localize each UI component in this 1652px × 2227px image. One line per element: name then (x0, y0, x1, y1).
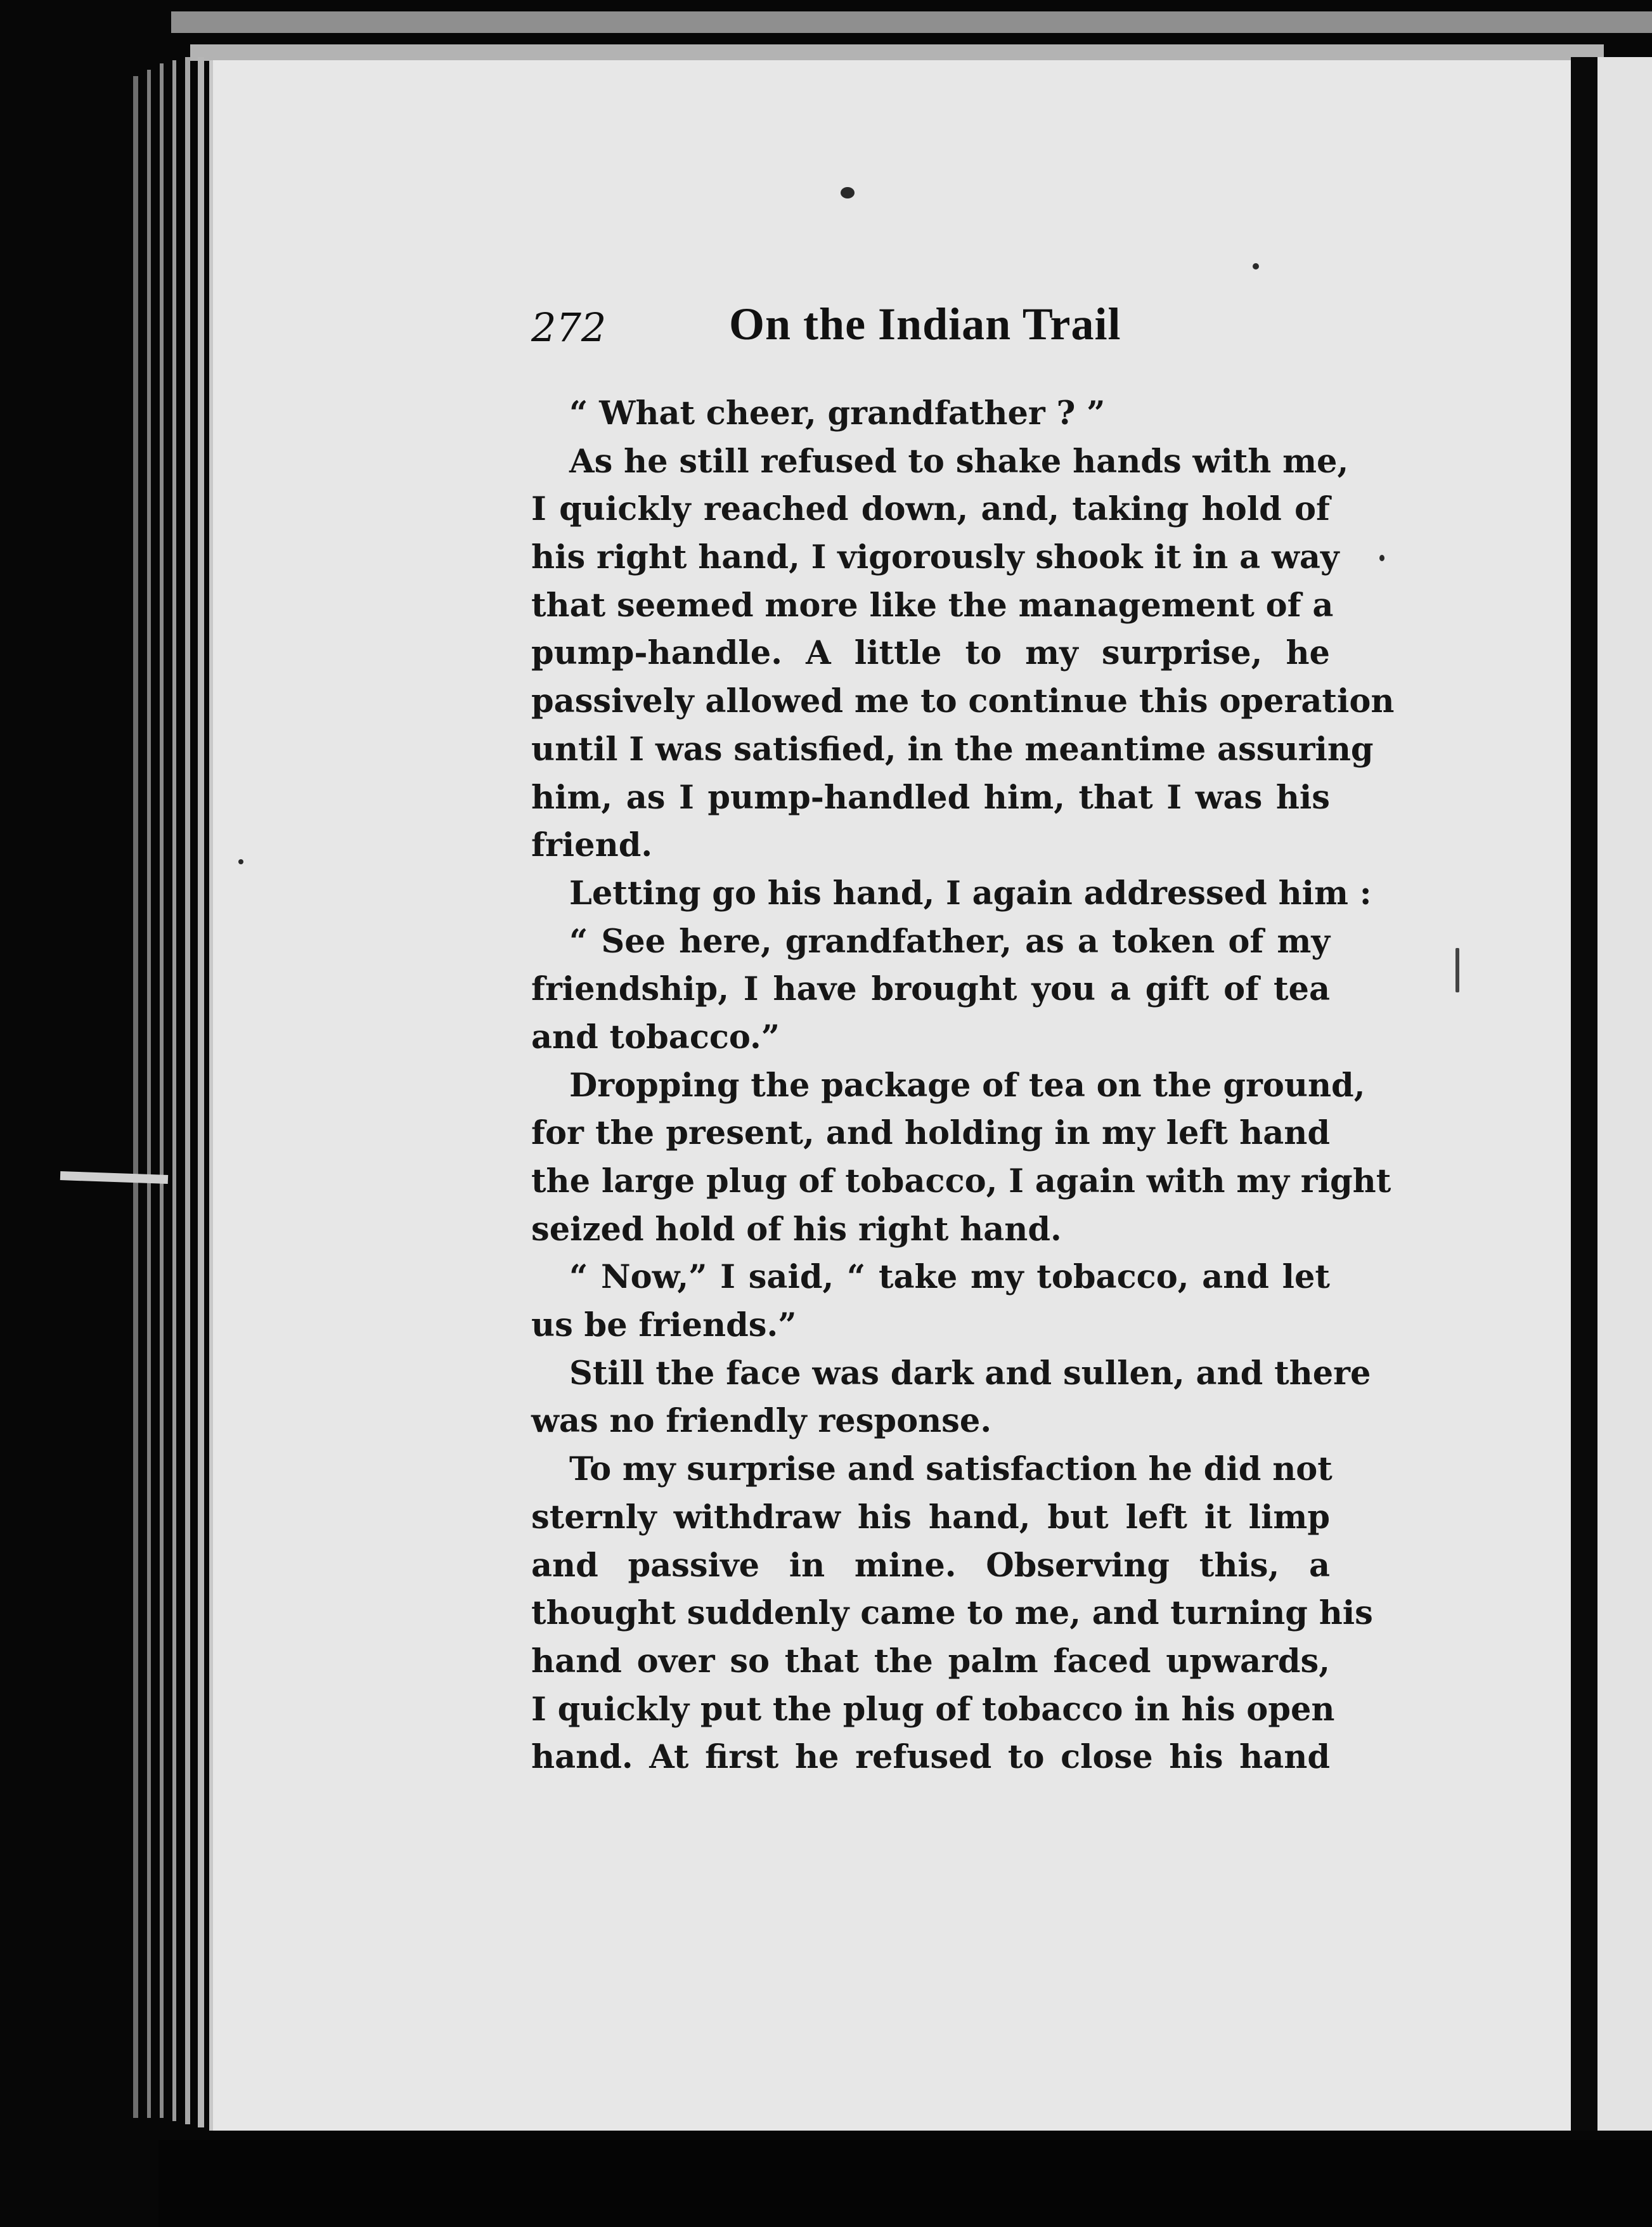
paper-speck (1379, 555, 1384, 561)
page-number: 272 (531, 304, 607, 351)
text-line: As he still refused to shake hands with me, (569, 442, 1349, 481)
text-line: friendship, I have brought you a gift of tea (531, 970, 1330, 1009)
text-line: Letting go his hand, I again addressed him : (569, 874, 1372, 912)
text-line: for the present, and holding in my left hand (531, 1114, 1330, 1153)
page-edge-5 (185, 57, 190, 2124)
text-line: hand over so that the palm faced upwards, (531, 1642, 1330, 1680)
body-text (531, 390, 1395, 1782)
text-line: To my surprise and satisfaction he did not (569, 1450, 1333, 1489)
text-line: and tobacco.” (531, 1018, 780, 1056)
paper-speck (238, 859, 243, 864)
facing-page-edge (1597, 57, 1652, 2131)
text-line: him, as I pump-handled him, that I was his (531, 778, 1330, 817)
paper-speck (841, 187, 855, 198)
running-head-title: On the Indian Trail (729, 299, 1121, 349)
page-edge-3 (160, 63, 164, 2118)
paper-mark (1455, 948, 1459, 992)
running-header (531, 298, 1330, 368)
text-line: friend. (531, 826, 653, 865)
text-line: I quickly reached down, and, taking hold of (531, 490, 1330, 529)
text-line: “ See here, grandfather, as a token of my (569, 922, 1330, 961)
text-line: was no friendly response. (531, 1402, 992, 1441)
text-line: his right hand, I vigorously shook it in a way (531, 538, 1339, 577)
page-edge-6 (198, 57, 204, 2127)
text-line: “ Now,” I said, “ take my tobacco, and let (569, 1258, 1330, 1297)
text-line: Dropping the package of tea on the ground, (569, 1066, 1365, 1105)
text-line: sternly withdraw his hand, but left it limp (531, 1498, 1330, 1536)
page-edge-1 (133, 76, 138, 2118)
scan-top-edge (171, 11, 1652, 33)
loose-paper-fragment (60, 1171, 168, 1184)
text-line: and passive in mine. Observing this, a (531, 1546, 1330, 1585)
text-line: thought suddenly came to me, and turning his (531, 1594, 1373, 1633)
text-line: “ What cheer, grandfather ? ” (569, 394, 1106, 432)
text-line: seized hold of his right hand. (531, 1210, 1062, 1249)
text-line: Still the face was dark and sullen, and there (569, 1354, 1371, 1393)
facing-page-gutter (1571, 57, 1597, 2131)
text-line: passively allowed me to continue this operation (531, 682, 1395, 721)
page-edge-4 (172, 60, 176, 2121)
text-line: I quickly put the plug of tobacco in his open (531, 1690, 1335, 1729)
text-line: the large plug of tobacco, I again with my right (531, 1162, 1391, 1200)
paper-speck (1253, 263, 1259, 269)
scan-top-inner-edge (190, 44, 1604, 61)
page-edge-2 (147, 70, 151, 2118)
text-line: pump-handle. A little to my surprise, he (531, 634, 1330, 673)
text-line: us be friends.” (531, 1306, 797, 1345)
scan-bottom-edge (158, 2140, 1652, 2227)
text-line: that seemed more like the management of a (531, 586, 1334, 625)
text-line: until I was satisfied, in the meantime assuring (531, 730, 1374, 769)
text-line: hand. At first he refused to close his hand (531, 1738, 1330, 1777)
